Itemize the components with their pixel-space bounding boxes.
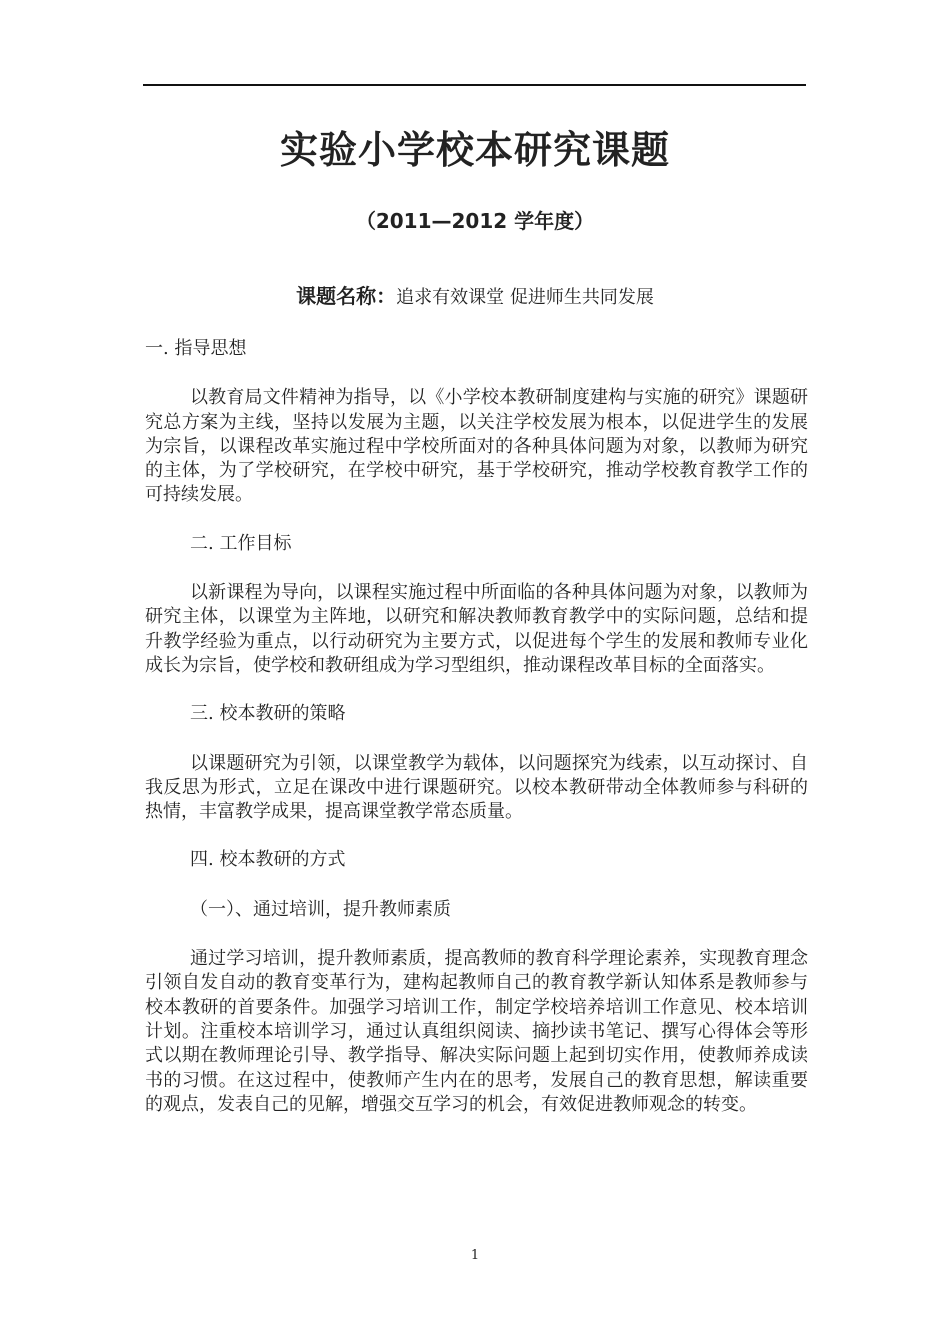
subsection-heading: （一）、通过培训，提升教师素质 — [190, 898, 451, 920]
topic-line — [0, 280, 950, 314]
document-body — [145, 337, 808, 1141]
section-heading: 四. 校本教研的方式 — [190, 849, 346, 871]
section-heading: 一. 指导思想 — [145, 338, 247, 359]
section-heading: 三. 校本教研的策略 — [190, 703, 346, 725]
section-heading: 二. 工作目标 — [190, 532, 292, 554]
topic-label: 课题名称： — [296, 284, 397, 308]
body-paragraph: 以新课程为导向，以课程实施过程中所面临的各种具体问题为对象，以教师为研究主体，以课堂为主阵地，以研究和解决教师教育教学中的实际问题，总结和提升教学经验为重点，以行动研究为主要方式，以促进每个学生的发展和教师专业化成长为宗旨，使学校和教研组成为学习型组织，推动课程改革目标的全面落实。 — [145, 582, 808, 676]
body-paragraph: 以教育局文件精神为指导，以《小学校本教研制度建构与实施的研究》课题研究总方案为主线，坚持以发展为主题，以关注学校发展为根本，以促进学生的发展为宗旨，以课程改革实施过程中学校所面对的各种具体问题为对象，以教师为研究的主体，为了学校研究，在学校中研究，基于学校研究，推动学校教育教学工作的可持续发展。 — [145, 387, 808, 506]
document-title: 实验小学校本研究课题 — [279, 128, 670, 172]
topic-value: 追求有效课堂 促进师生共同发展 — [396, 287, 654, 308]
body-paragraph: 以课题研究为引领，以课堂教学为载体，以问题探究为线索，以互动探讨、自我反思为形式，立足在课改中进行课题研究。以校本教研带动全体教师参与科研的热情，丰富教学成果，提高课堂教学常态质量。 — [145, 752, 808, 823]
body-paragraph: 通过学习培训，提升教师素质，提高教师的教育科学理论素养，实现教育理念引领自发自动的教育变革行为，建构起教师自己的教育教学新认知体系是教师参与校本教研的首要条件。加强学习培训工作，制定学校培养培训工作意见、校本培训计划。注重校本培训学习，通过认真组织阅读、摘抄读书笔记、撰写心得体会等形式以期在教师理论引导、教学指导、解决实际问题上起到切实作用，使教师养成读书的习惯。在这过程中，使教师产生内在的思考，发展自己的教育思想，解读重要的观点，发表自己的见解，增强交互学习的机会，有效促进教师观念的转变。 — [145, 948, 808, 1115]
header-rule — [143, 84, 806, 86]
page-number: 1 — [470, 1248, 480, 1263]
academic-year-subtitle: （2011—2012 学年度） — [355, 209, 595, 233]
